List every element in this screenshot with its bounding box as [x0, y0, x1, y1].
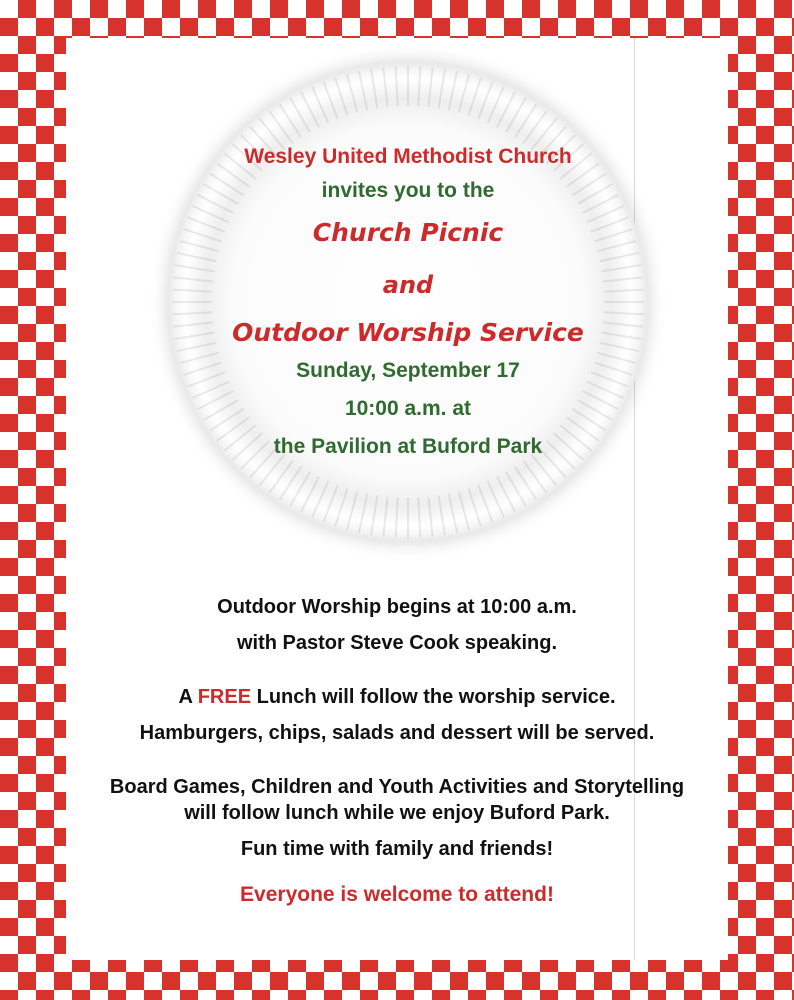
plate-ridge	[279, 104, 301, 138]
plate-ridge	[449, 494, 457, 533]
plate-ridge	[439, 496, 445, 536]
plate-ridge	[347, 74, 357, 113]
plate-ridge	[428, 67, 432, 107]
event-time: 10:00 a.m. at	[344, 397, 472, 420]
free-word: FREE	[197, 686, 252, 708]
plate-ridge	[396, 66, 398, 106]
church-name: Wesley United Methodist Church	[244, 145, 572, 168]
plate-ridge	[269, 461, 293, 493]
worship-start-line: Outdoor Worship begins at 10:00 a.m.	[217, 596, 577, 618]
pastor-line: with Pastor Steve Cook speaking.	[236, 632, 558, 654]
menu-line: Hamburgers, chips, salads and dessert will be served.	[139, 722, 655, 744]
plate-invitation-text	[168, 138, 648, 460]
plate-ridge	[359, 494, 367, 533]
plate-ridge	[396, 498, 398, 538]
invite-line: invites you to the	[321, 179, 495, 202]
plate-ridge	[323, 82, 337, 119]
fun-time-line: Fun time with family and friends!	[240, 838, 554, 860]
activities-line-1: Board Games, Children and Youth Activities and Storytelling	[109, 776, 685, 798]
free-lunch-line	[66, 684, 728, 710]
plate-ridge	[418, 66, 420, 106]
plate-ridge	[515, 104, 537, 138]
plate-ridge	[323, 485, 337, 522]
welcome-line: Everyone is welcome to attend!	[240, 883, 554, 906]
plate-ridge	[383, 497, 387, 537]
lunch-prefix: A	[178, 686, 198, 708]
plate-ridge	[383, 67, 387, 107]
plate-ridge	[428, 497, 432, 537]
plate-ridge	[469, 488, 481, 526]
plate-ridge	[335, 488, 347, 526]
plate-ridge	[335, 78, 347, 116]
activities-line-2: will follow lunch while we enjoy Buford Park.	[184, 802, 610, 824]
event-title-picnic: Church Picnic	[312, 218, 504, 247]
event-title-worship: Outdoor Worship Service	[232, 318, 584, 347]
plate-ridge	[449, 71, 457, 110]
plate-ridge	[439, 69, 445, 109]
plate-ridge	[459, 74, 469, 113]
plate-ridge	[371, 69, 377, 109]
plate-ridge	[523, 461, 547, 493]
plate-ridge	[418, 498, 420, 538]
event-title-and: and	[382, 271, 434, 299]
event-details	[66, 594, 728, 908]
event-date: Sunday, September 17	[296, 359, 520, 382]
plate-ridge	[459, 491, 469, 530]
plate-ridge	[478, 485, 492, 522]
plate-ridge	[347, 491, 357, 530]
plate-ridge	[371, 496, 377, 536]
event-location: the Pavilion at Buford Park	[273, 435, 543, 458]
lunch-suffix: Lunch will follow the worship service.	[251, 686, 616, 708]
plate-ridge	[279, 466, 301, 500]
plate-ridge	[359, 71, 367, 110]
plate-ridge	[469, 78, 481, 116]
plate-ridge	[515, 466, 537, 500]
plate-ridge	[478, 82, 492, 119]
